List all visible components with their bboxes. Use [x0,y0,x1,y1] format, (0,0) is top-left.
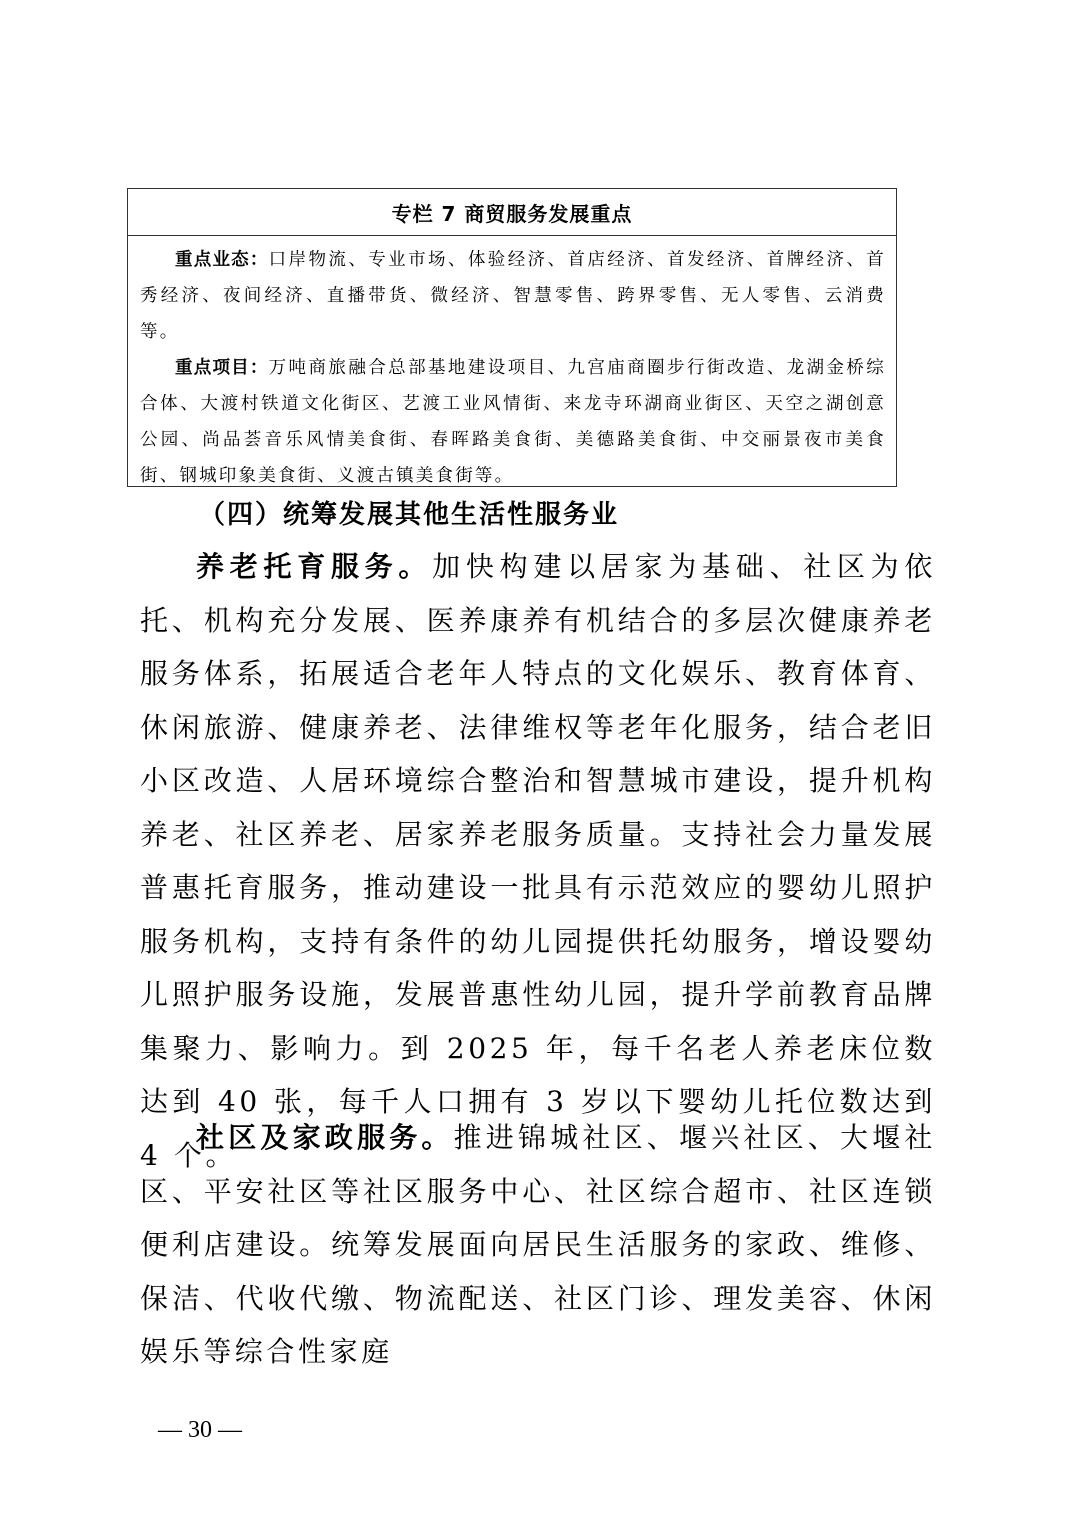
elderly-childcare-section [140,540,936,1182]
feature-box-title: 专栏 7 商贸服务发展重点 [128,189,896,236]
key-formats-label: 重点业态： [175,250,269,270]
body-paragraph [140,540,936,1182]
section-heading: （四）统筹发展其他生活性服务业 [199,500,620,530]
key-formats-text: 口岸物流、专业市场、体验经济、首店经济、首发经济、首牌经济、首秀经济、夜间经济、直播带货、微经济、智慧零售、跨界零售、无人零售、云消费等。 [140,250,887,342]
feature-box [127,188,897,487]
paragraph-lead: 养老托育服务。 [196,550,433,583]
key-projects-paragraph [140,350,886,494]
paragraph-lead: 社区及家政服务。 [196,1121,454,1154]
feature-box-body [128,236,896,494]
paragraph-text: 加快构建以居家为基础、社区为依托、机构充分发展、医养康养有机结合的多层次健康养老服务体系，拓展适合老年人特点的文化娱乐、教育体育、休闲旅游、健康养老、法律维权等老年化服务，结合老旧小区改造、人居环境综合整治和智慧城市建设，提升机构养老、社区养老、居家养老服务质量。支持社会力量发展普惠托育服务，推动建设一批具有示范效应的婴幼儿照护服务机构，支持有条件的幼儿园提供托幼服务，增设婴幼儿照护服务设施，发展普惠性幼儿园，提升学前教育品牌集聚力、影响力。到 2025 年，每千名老人养老床位数达到 40 张，每千人口拥有 3 岁以下婴幼儿托位数达到 4 个。 [140,550,936,1172]
page-number: — 30 — [158,1417,242,1443]
body-paragraph [140,1111,936,1379]
key-formats-paragraph [140,242,886,350]
key-projects-text: 万吨商旅融合总部基地建设项目、九宫庙商圈步行街改造、龙湖金桥综合体、大渡村铁道文化街区、艺渡工业风情街、来龙寺环湖商业街区、天空之湖创意公园、尚品荟音乐风情美食街、春晖路美食街、美德路美食街、中交丽景夜市美食街、钢城印象美食街、义渡古镇美食街等。 [140,358,887,486]
key-projects-label: 重点项目： [175,358,269,378]
paragraph-text: 推进锦城社区、堰兴社区、大堰社区、平安社区等社区服务中心、社区综合超市、社区连锁便利店建设。统筹发展面向居民生活服务的家政、维修、保洁、代收代缴、物流配送、社区门诊、理发美容、休闲娱乐等综合性家庭 [140,1121,936,1368]
community-housekeeping-section [140,1111,936,1379]
